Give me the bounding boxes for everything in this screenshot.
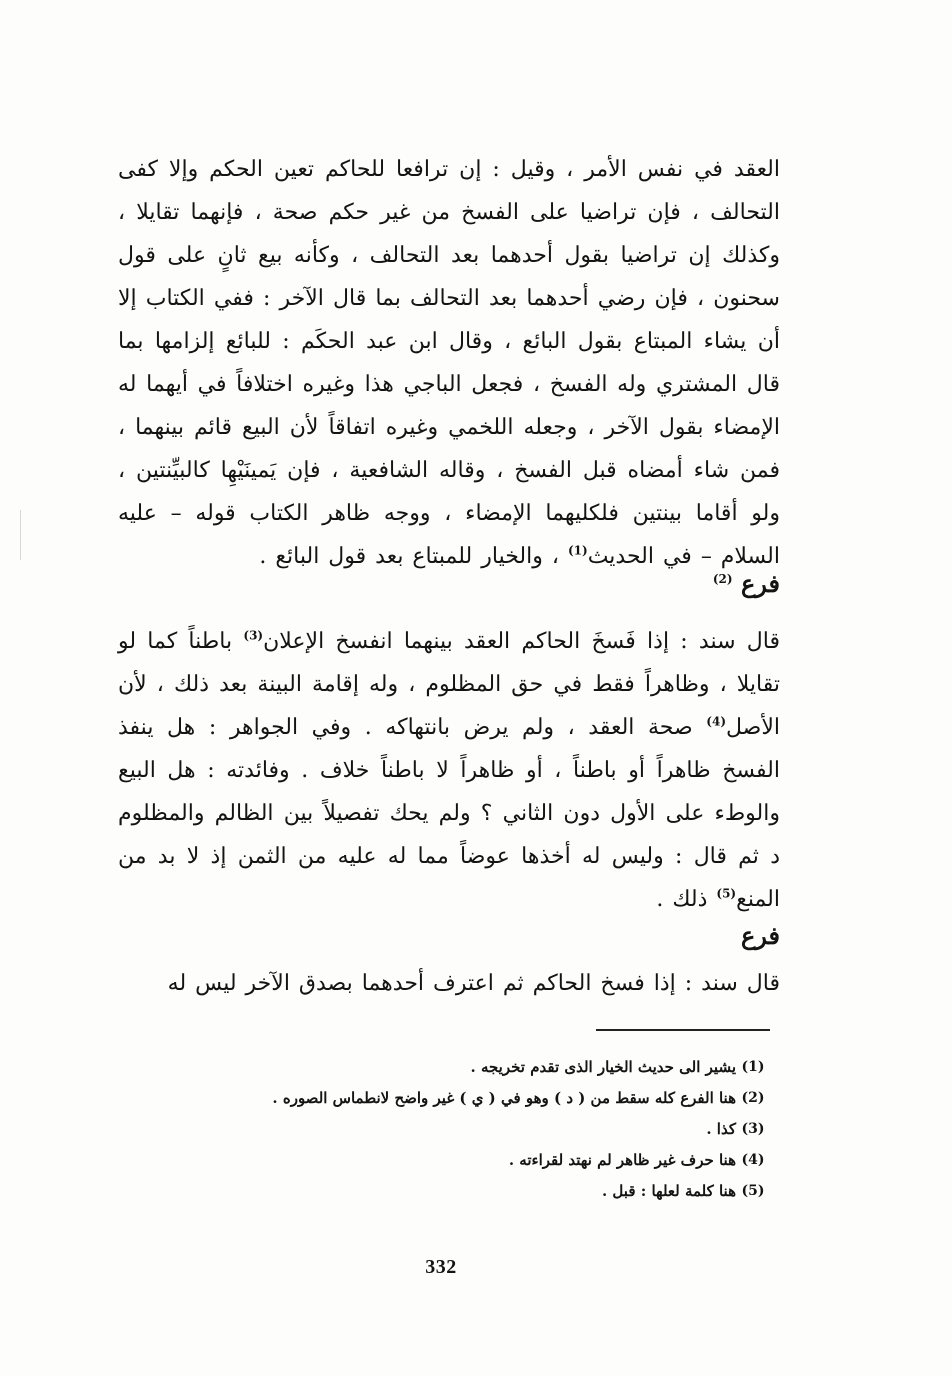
main-text-column: [118, 0, 780, 1010]
footnote-ref-3[interactable]: (3): [243, 628, 264, 643]
footnote-number: (1): [741, 1059, 765, 1075]
footnote-number: (5): [741, 1183, 765, 1199]
footnote-number: (2): [741, 1090, 765, 1106]
footnote-number: (4): [741, 1152, 765, 1168]
footnote-item: [150, 1176, 770, 1207]
footnote-ref-5[interactable]: (5): [716, 886, 737, 901]
section-heading-2: فرع: [740, 921, 780, 950]
footnote-item: [150, 1145, 770, 1176]
section-heading-1-text: فرع: [740, 569, 780, 598]
footnote-text: يشير الى حديث الخيار الذى تقدم تخريجه .: [470, 1058, 736, 1076]
paragraph-2-text-d: ذلك .: [656, 887, 708, 912]
paragraph-1-tail: ، والخيار للمبتاع بعد قول البائع .: [259, 544, 559, 569]
footnote-number: (3): [741, 1121, 765, 1137]
paragraph-1-text: العقد في نفس الأمر ، وقيل : إن ترافعا للحاكم تعين الحكم وإلا كفى التحالف ، فإن تراضيا على الفسخ من غير حكم صحة ، فإنهما تقايلا ، وكذلك إن تراضيا بقول أحدهما بعد التحالف ، وكأنه بيع ثانٍ على قول سحنون ، فإن رضي أحدهما بعد التحالف بما قال الآخر : ففي الكتاب إلا أن يشاء المبتاع بقول البائع ، وقال ابن عبد الحكَم : للبائع إلزامها بما قال المشتري وله الفسخ ، فجعل الباجي هذا وغيره اختلافاً في أيهما له الإمضاء بقول الآخر ، وجعله اللخمي وغيره اتفاقاً لأن البيع قائم بينهما ، فمن شاء أمضاه قبل الفسخ ، وقاله الشافعية ، فإن يَمينَيْهِا كالبيِّنتين ، ولو أقاما بينتين فلكليهما الإمضاء ، ووجه ظاهر الكتاب قوله – عليه السلام – في الحديث: [118, 157, 780, 569]
footnote-text: هنا كلمة لعلها : قبل .: [601, 1182, 736, 1200]
footnotes-section: [150, 1052, 770, 1207]
footnote-item: [150, 1083, 770, 1114]
scan-edge-mark: [20, 510, 29, 560]
paragraph-1: [118, 148, 780, 578]
footnote-text: هنا حرف غير ظاهر لم نهتد لقراءته .: [508, 1151, 736, 1169]
paragraph-2-text-c: صحة العقد ، ولم يرض بانتهاكه . وفي الجواهر : هل ينفذ الفسخ ظاهراً أو باطناً ، أو ظاهراً لا باطناً خلاف . وفائدته : هل البيع والوطء على الأول دون الثاني ؟ ولم يحك تفصيلاً بين الظالم والمظلوم د ثم قال : وليس له أخذها عوضاً مما له عليه من الثمن إذ لا بد من المنع: [118, 715, 780, 912]
footnote-text: هنا الفرع كله سقط من ( د ) وهو في ( ي ) غير واضح لانطماس الصوره .: [272, 1089, 736, 1107]
footnote-item: [150, 1114, 770, 1145]
footnote-separator: [596, 1029, 770, 1031]
footnote-text: كذا .: [706, 1120, 736, 1138]
section-heading-1: [713, 566, 780, 602]
footnote-ref-1[interactable]: (1): [567, 543, 588, 558]
page-number: 332: [425, 1256, 457, 1278]
footnote-ref-4[interactable]: (4): [706, 714, 726, 729]
paragraph-2-text-b: باطناً كما لو تقايلا ، وظاهراً فقط في حق المظلوم ، وله إقامة البينة بعد ذلك ، لأن الأصل: [118, 629, 781, 740]
paragraph-2: [118, 620, 780, 921]
paragraph-2-text-a: قال سند : إذا فَسخَ الحاكم العقد بينهما انفسخ الإعلان: [263, 629, 780, 654]
paragraph-3: قال سند : إذا فسخ الحاكم ثم اعترف أحدهما بصدق الآخر ليس له: [167, 971, 780, 996]
footnote-ref-2[interactable]: (2): [712, 572, 733, 586]
footnote-item: [150, 1052, 770, 1083]
